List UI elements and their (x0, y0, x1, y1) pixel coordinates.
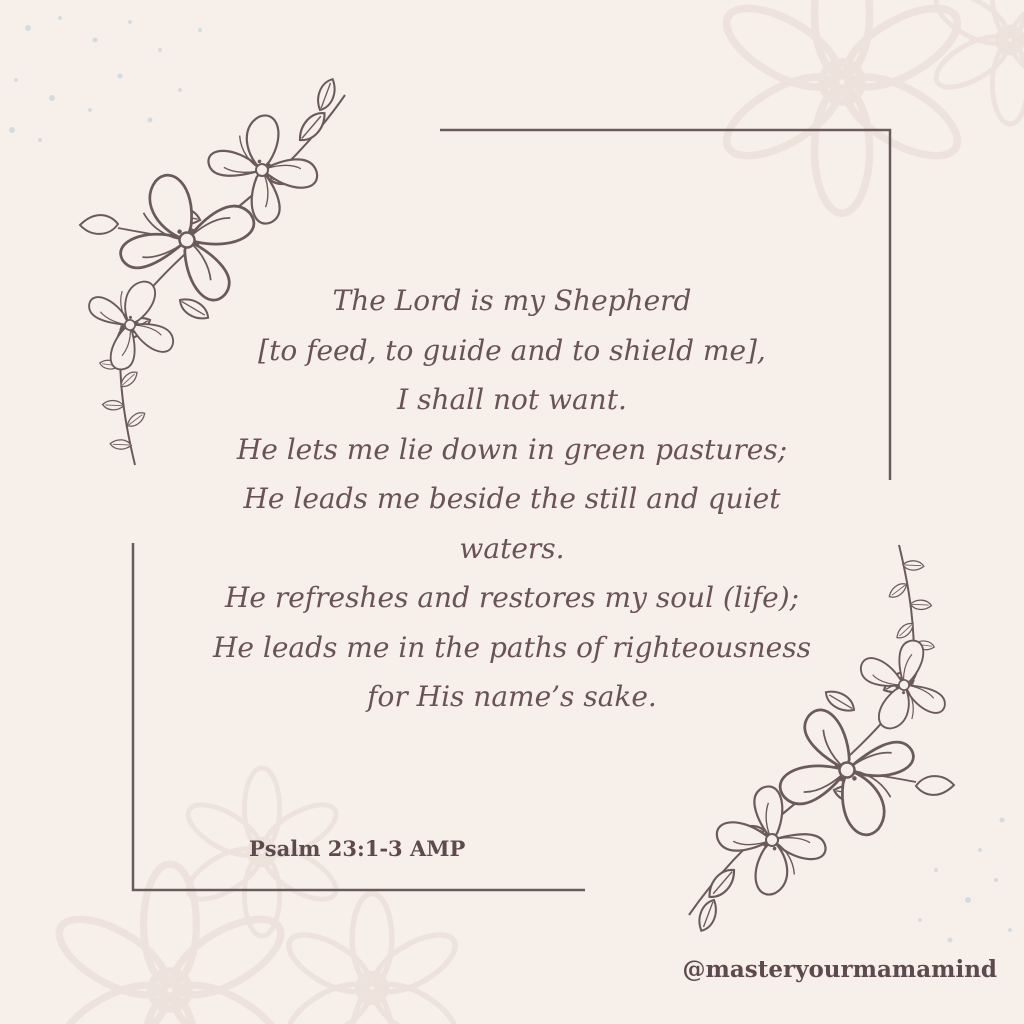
scripture-reference: Psalm 23:1-3 AMP (249, 836, 466, 861)
quote-line: He leads me in the paths of righteousness (213, 630, 811, 664)
quote-line: The Lord is my Shepherd (332, 284, 692, 317)
quote-line: [to feed, to guide and to shield me], (258, 333, 766, 367)
quote-line: He leads me beside the still and quiet (243, 482, 781, 515)
quote-line: for His name’s sake. (367, 680, 657, 713)
quote-line: He lets me lie down in green pastures; (236, 432, 788, 466)
quote-line: He refreshes and restores my soul (life); (224, 581, 800, 614)
quote-line: I shall not want. (397, 383, 627, 416)
scripture-quote (180, 276, 844, 722)
social-handle: @masteryourmamamind (682, 956, 997, 983)
quote-line: waters. (459, 531, 565, 565)
